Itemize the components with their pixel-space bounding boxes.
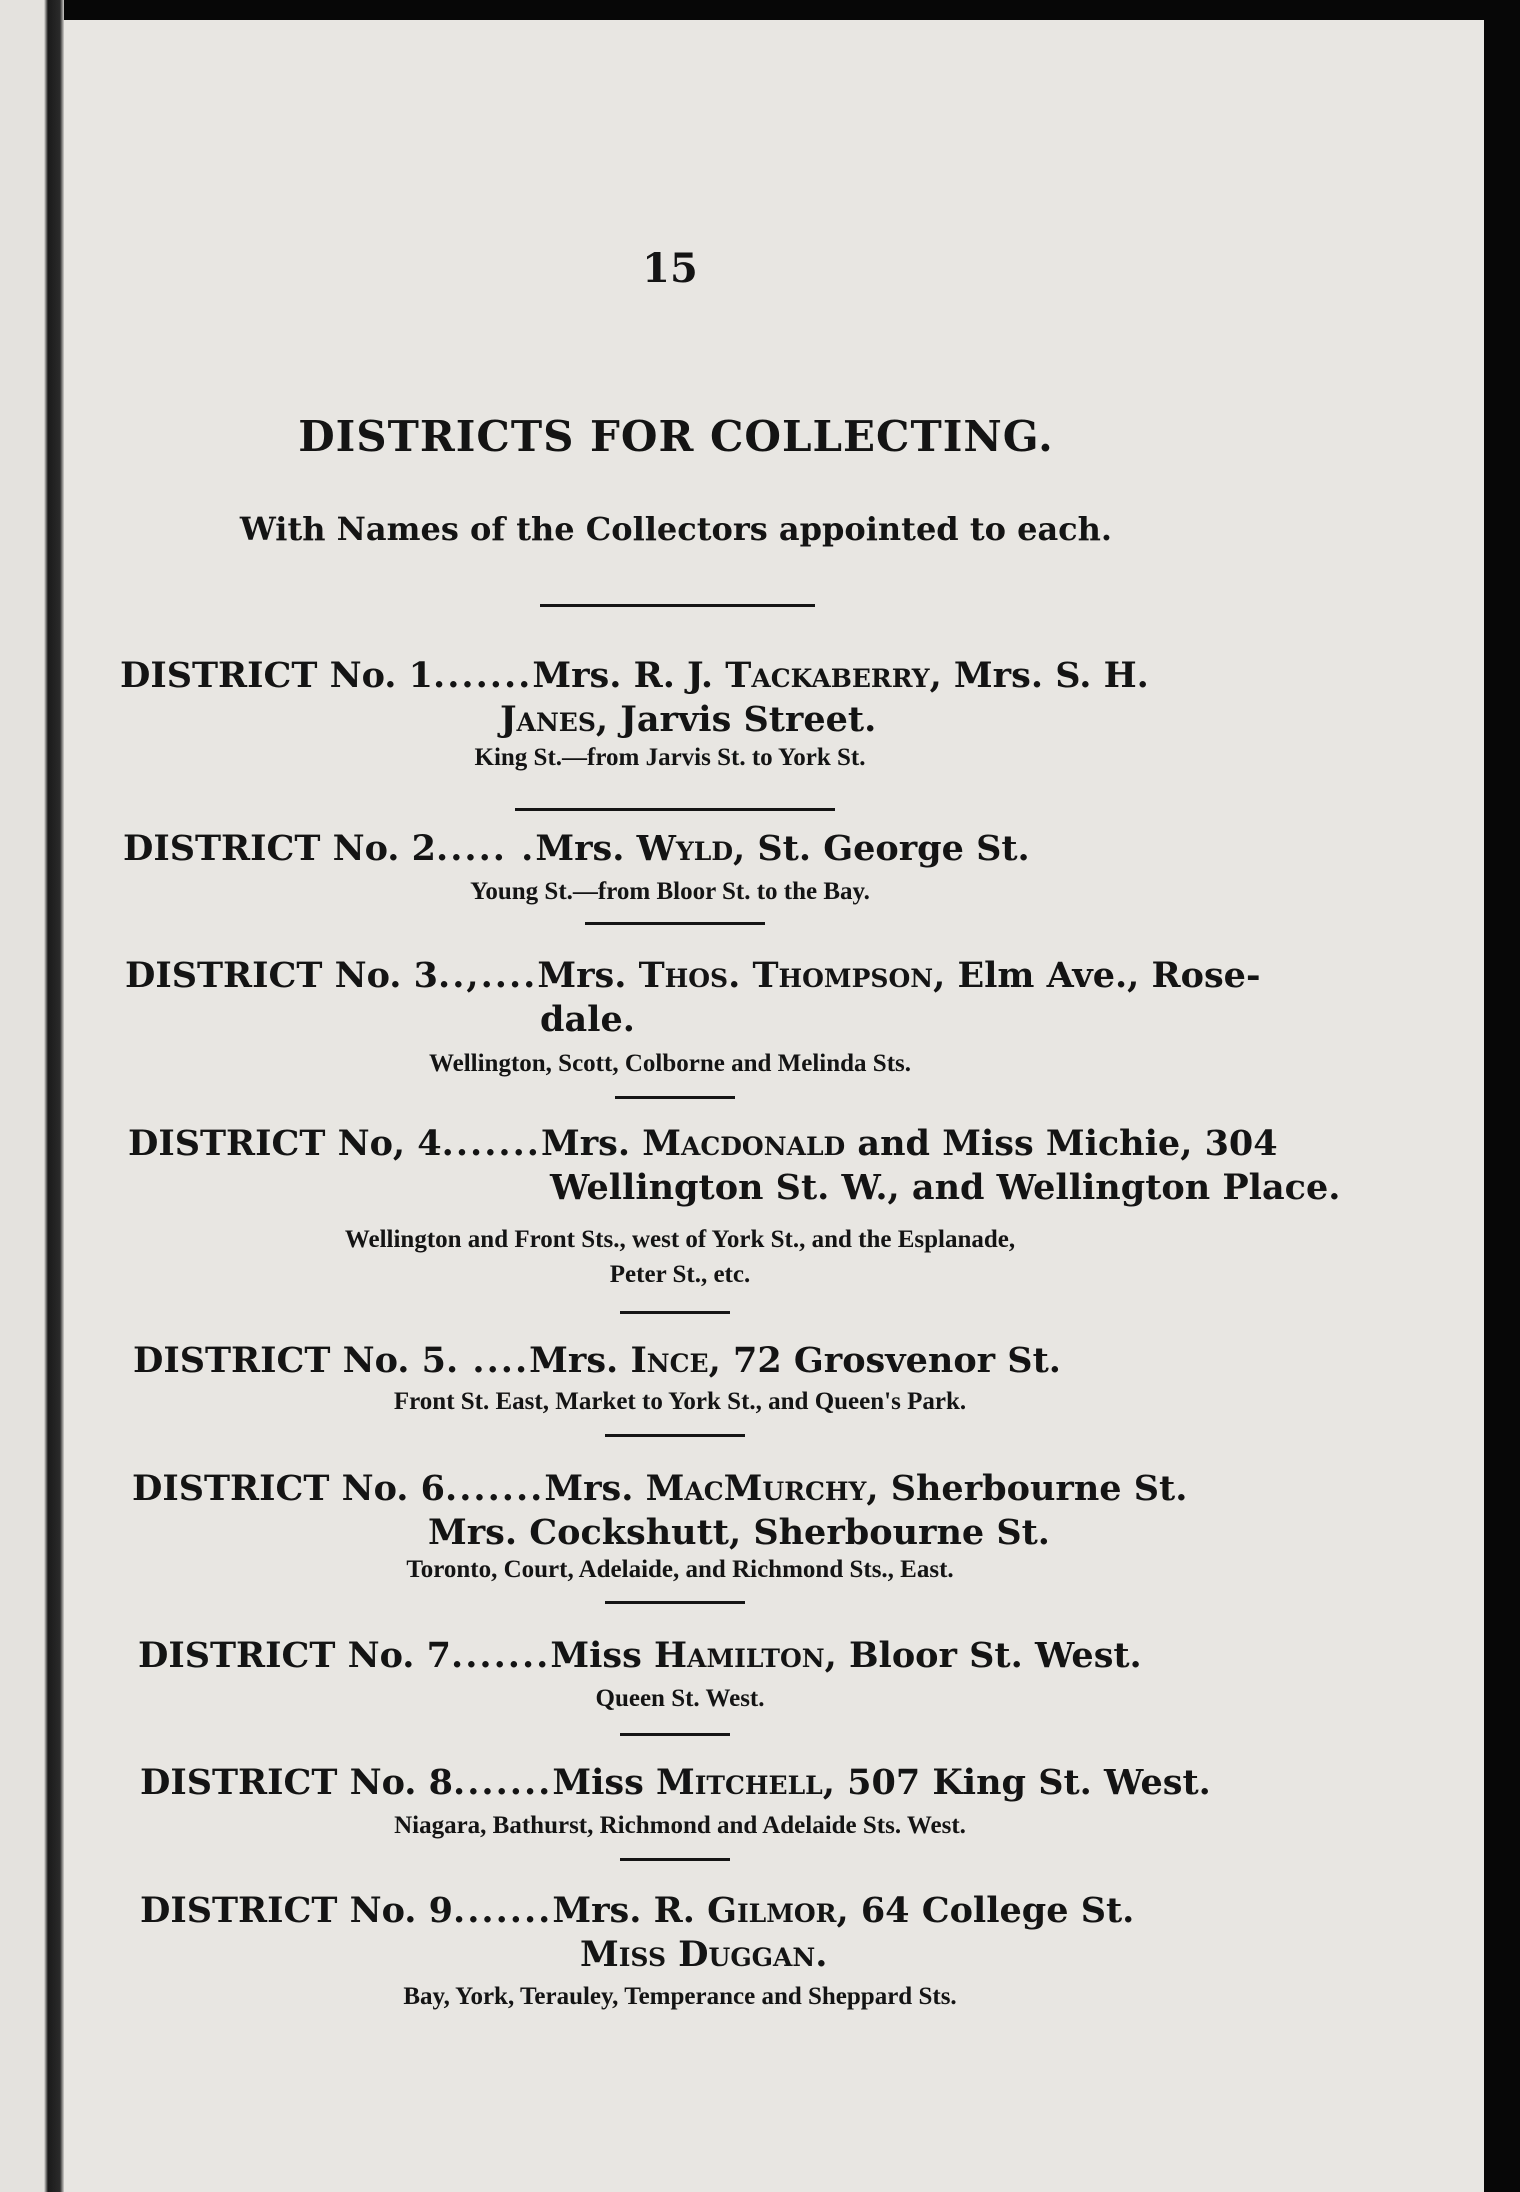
leader-dots: ..... . bbox=[436, 828, 536, 869]
book-spine bbox=[0, 0, 64, 2192]
collector-text: dale. bbox=[540, 999, 635, 1040]
district-heading bbox=[140, 1890, 1134, 1931]
district-divider bbox=[605, 1601, 745, 1604]
collector-address: , St. George St. bbox=[733, 828, 1030, 869]
collector-address: , Mrs. S. H. bbox=[929, 655, 1149, 696]
collector-text: Wellington St. W., and Wellington Place. bbox=[550, 1167, 1341, 1208]
collector-text: Mrs. bbox=[529, 1340, 631, 1381]
collector-continuation bbox=[550, 1167, 1340, 1208]
district-area: Young St.—from Bloor St. to the Bay. bbox=[470, 878, 870, 905]
district-label: DISTRICT No. 9 bbox=[140, 1890, 454, 1931]
district-area: Front St. East, Market to York St., and Queen's Park. bbox=[393, 1388, 967, 1415]
district-divider bbox=[620, 1858, 730, 1861]
district-area: Wellington and Front Sts., west of York St., and the Esplanade, bbox=[344, 1226, 1016, 1253]
district-area: Niagara, Bathurst, Richmond and Adelaide Sts. West. bbox=[394, 1812, 966, 1839]
district-divider bbox=[605, 1434, 745, 1437]
page-subtitle: With Names of the Collectors appointed to each. bbox=[239, 510, 1113, 548]
district-heading bbox=[138, 1635, 1142, 1676]
collector-continuation bbox=[500, 699, 876, 740]
collector-text: Mrs. bbox=[544, 1468, 646, 1509]
collector-text: Miss bbox=[552, 1762, 656, 1803]
leader-dots: ....... bbox=[445, 1468, 545, 1509]
collector-address: , 64 College St. bbox=[836, 1890, 1135, 1931]
district-label: DISTRICT No. 8 bbox=[140, 1762, 454, 1803]
leader-dots: ....... bbox=[441, 1123, 541, 1164]
district-area: Peter St., etc. bbox=[609, 1261, 751, 1288]
district-heading bbox=[120, 655, 1149, 696]
district-label: DISTRICT No. 6 bbox=[132, 1468, 446, 1509]
district-divider bbox=[620, 1311, 730, 1314]
district-label: DISTRICT No. 3 bbox=[125, 955, 439, 996]
collector-name: Miss Duggan. bbox=[580, 1934, 828, 1975]
collector-address: , Bloor St. West. bbox=[824, 1635, 1142, 1676]
district-divider bbox=[585, 922, 765, 925]
collector-address: , Elm Ave., Rose- bbox=[933, 955, 1261, 996]
collector-text: Mrs. R. J. bbox=[532, 655, 726, 696]
collector-text: Mrs. bbox=[540, 1123, 643, 1164]
district-label: DISTRICT No. 1 bbox=[120, 655, 434, 696]
leader-dots: ....... bbox=[451, 1635, 551, 1676]
leader-dots: ....... bbox=[453, 1890, 553, 1931]
collector-address: , Jarvis Street. bbox=[595, 699, 877, 740]
collector-name: Janes bbox=[500, 699, 596, 740]
collector-text: Mrs. bbox=[535, 828, 637, 869]
leader-dots: ....... bbox=[433, 655, 533, 696]
page-title: DISTRICTS FOR COLLECTING. bbox=[298, 412, 1054, 461]
collector-name: Wyld bbox=[636, 828, 734, 869]
page-number: 15 bbox=[642, 245, 698, 292]
district-label: DISTRICT No. 7 bbox=[138, 1635, 452, 1676]
district-area: Bay, York, Terauley, Temperance and Sheppard Sts. bbox=[403, 1983, 957, 2010]
district-area: Queen St. West. bbox=[595, 1685, 765, 1712]
leader-dots: ....... bbox=[453, 1762, 553, 1803]
district-heading bbox=[125, 955, 1260, 996]
collector-name: Tackaberry bbox=[725, 655, 930, 696]
collector-name: Gilmor bbox=[707, 1890, 837, 1931]
district-divider bbox=[615, 1096, 735, 1099]
collector-name: MacMurchy bbox=[645, 1468, 867, 1509]
district-divider bbox=[620, 1733, 730, 1736]
collector-address: , Sherbourne St. bbox=[866, 1468, 1188, 1509]
book-page bbox=[48, 20, 1484, 2192]
district-area: Toronto, Court, Adelaide, and Richmond Sts., East. bbox=[406, 1556, 954, 1583]
collector-name: Macdonald bbox=[642, 1123, 846, 1164]
leader-dots: ..,.... bbox=[438, 955, 538, 996]
collector-text: Mrs. Cockshutt, Sherbourne St. bbox=[428, 1512, 1050, 1553]
collector-text: Miss bbox=[550, 1635, 654, 1676]
district-label: DISTRICT No. 5. bbox=[133, 1340, 459, 1381]
district-heading bbox=[133, 1340, 1061, 1381]
district-label: DISTRICT No, 4 bbox=[128, 1123, 442, 1164]
district-divider bbox=[515, 808, 835, 811]
collector-name: Thos. Thompson bbox=[638, 955, 934, 996]
district-area: Wellington, Scott, Colborne and Melinda Sts. bbox=[429, 1050, 911, 1077]
collector-address: and Miss Michie, 304 bbox=[845, 1123, 1278, 1164]
collector-address: , 507 King St. West. bbox=[822, 1762, 1211, 1803]
district-area: King St.—from Jarvis St. to York St. bbox=[474, 744, 866, 771]
district-heading bbox=[128, 1123, 1278, 1164]
district-heading bbox=[123, 828, 1030, 869]
leader-dots: .... bbox=[458, 1340, 530, 1381]
collector-text: Mrs. bbox=[537, 955, 639, 996]
district-heading bbox=[132, 1468, 1187, 1509]
collector-continuation bbox=[428, 1512, 1050, 1553]
collector-continuation bbox=[540, 999, 635, 1040]
title-rule bbox=[540, 604, 815, 607]
collector-text: Mrs. R. bbox=[552, 1890, 708, 1931]
collector-name: Hamilton bbox=[653, 1635, 825, 1676]
collector-name: Mitchell bbox=[655, 1762, 823, 1803]
collector-name: Ince bbox=[630, 1340, 709, 1381]
district-label: DISTRICT No. 2 bbox=[123, 828, 437, 869]
collector-address: , 72 Grosvenor St. bbox=[708, 1340, 1061, 1381]
district-heading bbox=[140, 1762, 1211, 1803]
collector-continuation bbox=[580, 1934, 827, 1975]
